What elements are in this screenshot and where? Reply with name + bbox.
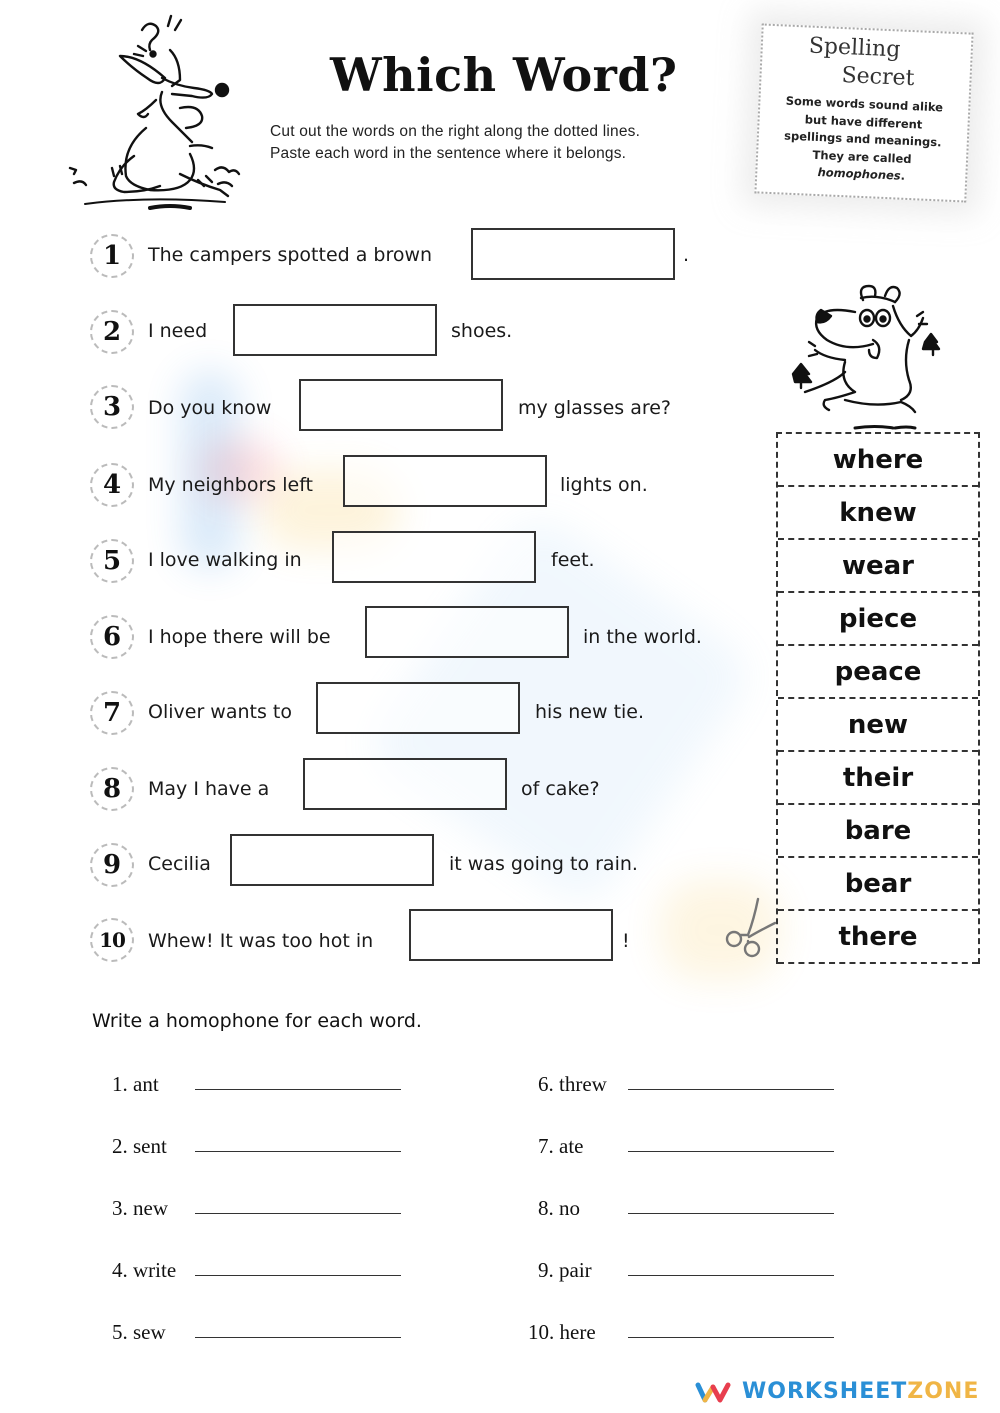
- answer-box-7[interactable]: [316, 682, 520, 734]
- sentence-after: his new tie.: [535, 701, 645, 723]
- sentence-before: Whew! It was too hot in: [148, 930, 374, 952]
- sentence-after: feet.: [551, 549, 595, 571]
- cut-out-word-strip: [776, 432, 980, 964]
- number-badge: 1: [90, 234, 134, 278]
- sentence-row-8: [0, 758, 760, 814]
- homophone-prompt-5: 5. sew: [112, 1320, 166, 1344]
- sentence-row-4: [0, 455, 760, 511]
- homophone-answer-line-10[interactable]: [628, 1337, 834, 1338]
- sentence-row-2: [0, 304, 760, 360]
- sentence-before: Do you know: [148, 397, 272, 419]
- sentence-row-7: [0, 682, 760, 738]
- sentence-before: I need: [148, 320, 208, 342]
- number-badge: 8: [90, 767, 134, 811]
- spelling-secret-title-1: Spelling: [808, 33, 901, 63]
- homophone-answer-line-8[interactable]: [628, 1213, 834, 1214]
- secret-line-1: Some words sound alike: [785, 93, 944, 115]
- cut-word-where[interactable]: where: [778, 434, 978, 487]
- sentence-before: I hope there will be: [148, 626, 331, 648]
- number-badge: 7: [90, 691, 134, 735]
- homophones-emphasis: homophones: [817, 165, 901, 183]
- answer-box-5[interactable]: [332, 531, 536, 583]
- number-badge: 9: [90, 843, 134, 887]
- worksheetzone-logo-icon: [694, 1380, 732, 1404]
- spelling-secret-title-2: Secret: [841, 62, 915, 92]
- logo-text-zone: ZONE: [907, 1379, 980, 1404]
- homophone-answer-line-7[interactable]: [628, 1151, 834, 1152]
- cut-word-their[interactable]: their: [778, 752, 978, 805]
- logo-text: [742, 1379, 979, 1404]
- page-title: Which Word?: [330, 48, 678, 102]
- instruction-line-2: Paste each word in the sentence where it belongs.: [270, 145, 627, 162]
- homophone-prompt-4: 4. write: [112, 1258, 177, 1282]
- homophone-prompt-6: 6. threw: [538, 1072, 607, 1096]
- sentence-after: it was going to rain.: [449, 853, 638, 875]
- homophone-answer-line-9[interactable]: [628, 1275, 834, 1276]
- homophone-answer-line-5[interactable]: [195, 1337, 401, 1338]
- sentence-after: in the world.: [583, 626, 702, 648]
- cut-word-peace[interactable]: peace: [778, 646, 978, 699]
- cut-word-new[interactable]: new: [778, 699, 978, 752]
- homophone-prompt-1: 1. ant: [112, 1072, 159, 1096]
- secret-period: .: [900, 168, 906, 183]
- homophone-answer-line-6[interactable]: [628, 1089, 834, 1090]
- number-badge: 5: [90, 539, 134, 583]
- homophone-answer-line-4[interactable]: [195, 1275, 401, 1276]
- answer-box-6[interactable]: [365, 606, 569, 658]
- sentence-before: Cecilia: [148, 853, 211, 875]
- sentence-row-3: [0, 379, 760, 435]
- answer-box-2[interactable]: [233, 304, 437, 356]
- sentence-before: The campers spotted a brown: [148, 244, 433, 266]
- answer-box-4[interactable]: [343, 455, 547, 507]
- sentence-after: .: [683, 244, 690, 266]
- cut-word-knew[interactable]: knew: [778, 487, 978, 540]
- spelling-secret-body: [763, 92, 963, 188]
- number-badge: 10: [90, 918, 134, 962]
- answer-box-9[interactable]: [230, 834, 434, 886]
- sentence-before: I love walking in: [148, 549, 302, 571]
- homophone-prompt-3: 3. new: [112, 1196, 168, 1220]
- sentence-row-1: [0, 228, 760, 284]
- cut-word-wear[interactable]: wear: [778, 540, 978, 593]
- answer-box-10[interactable]: [409, 909, 613, 961]
- sentence-after: of cake?: [521, 778, 600, 800]
- homophone-answer-line-2[interactable]: [195, 1151, 401, 1152]
- homophone-prompt-7: 7. ate: [538, 1134, 584, 1158]
- instruction-line-1: Cut out the words on the right along the dotted lines.: [270, 123, 641, 140]
- kangaroo-illustration: [50, 8, 265, 213]
- answer-box-8[interactable]: [303, 758, 507, 810]
- cut-word-there[interactable]: there: [778, 911, 978, 964]
- homophone-prompt-8: 8. no: [538, 1196, 580, 1220]
- sentence-row-5: [0, 531, 760, 587]
- sentence-row-9: [0, 834, 760, 890]
- number-badge: 6: [90, 615, 134, 659]
- cut-word-piece[interactable]: piece: [778, 593, 978, 646]
- homophone-prompt-9: 9. pair: [538, 1258, 592, 1282]
- secret-line-4: They are called: [812, 147, 912, 166]
- sentence-row-10: [0, 909, 760, 965]
- spelling-secret-card: [754, 23, 973, 202]
- worksheetzone-logo[interactable]: [694, 1379, 979, 1404]
- secret-line-3: spellings and meanings.: [783, 128, 942, 150]
- sentence-before: May I have a: [148, 778, 270, 800]
- homophone-answer-line-3[interactable]: [195, 1213, 401, 1214]
- number-badge: 3: [90, 385, 134, 429]
- answer-box-3[interactable]: [299, 379, 503, 431]
- sentence-after: shoes.: [451, 320, 513, 342]
- answer-box-1[interactable]: [471, 228, 675, 280]
- cut-word-bear[interactable]: bear: [778, 858, 978, 911]
- cut-word-bare[interactable]: bare: [778, 805, 978, 858]
- bear-illustration: [785, 282, 950, 432]
- sentence-after: my glasses are?: [518, 397, 672, 419]
- homophone-answer-line-1[interactable]: [195, 1089, 401, 1090]
- secret-line-2: but have different: [804, 111, 923, 132]
- logo-text-worksheet: WORKSHEET: [742, 1379, 908, 1404]
- sentence-before: Oliver wants to: [148, 701, 292, 723]
- scissors-icon: [720, 895, 780, 961]
- sentence-before: My neighbors left: [148, 474, 313, 496]
- sentence-row-6: [0, 606, 760, 662]
- number-badge: 4: [90, 463, 134, 507]
- number-badge: 2: [90, 310, 134, 354]
- homophone-prompt-10: 10. here: [528, 1320, 596, 1344]
- homophone-section-title: Write a homophone for each word.: [92, 1010, 422, 1032]
- homophone-prompt-2: 2. sent: [112, 1134, 167, 1158]
- sentence-after: !: [622, 930, 630, 952]
- sentence-after: lights on.: [560, 474, 648, 496]
